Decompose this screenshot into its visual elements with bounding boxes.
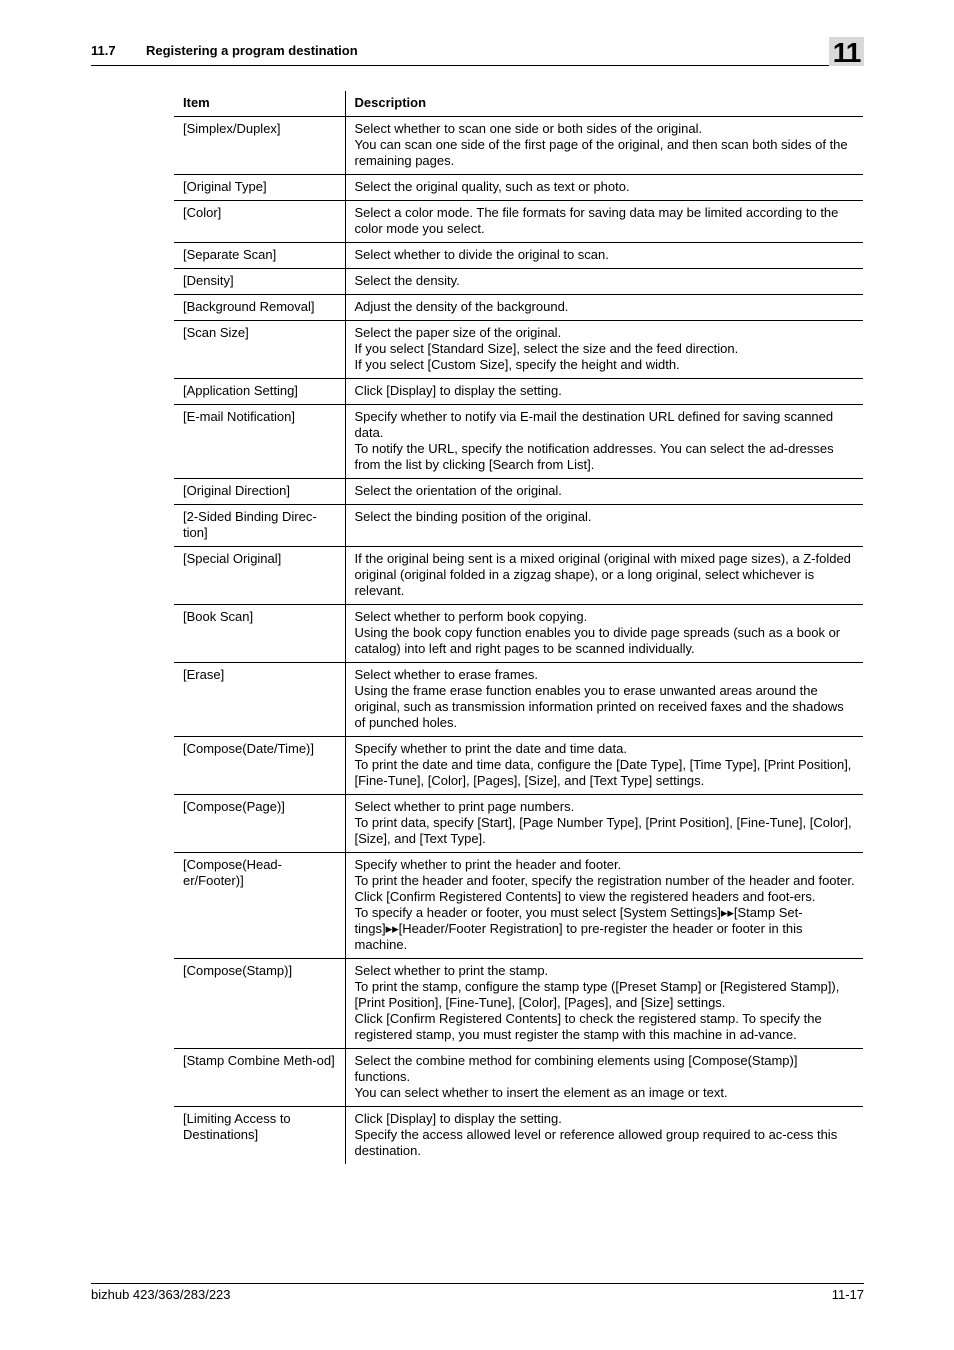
description-line: To print the stamp, configure the stamp type ([Preset Stamp] or [Registered Stamp]), [Print Position], [Fine-Tune], [Color], [Pages], and [Size] settings. <box>354 979 840 1010</box>
table-row <box>174 295 863 321</box>
description-cell <box>345 321 863 379</box>
item-cell: [2-Sided Binding Direc-tion] <box>174 505 345 547</box>
item-cell: [Book Scan] <box>174 605 345 663</box>
page-header <box>91 40 864 66</box>
description-line: If you select [Standard Size], select the size and the feed direction. <box>354 341 739 356</box>
description-line: To print data, specify [Start], [Page Number Type], [Print Position], [Fine-Tune], [Color], [Size], and [Text Type]. <box>354 815 852 846</box>
item-cell: [Application Setting] <box>174 379 345 405</box>
description-line: Select the binding position of the original. <box>354 509 592 524</box>
description-cell <box>345 379 863 405</box>
column-header-item: Item <box>174 91 345 117</box>
footer-rule <box>91 1283 864 1284</box>
description-cell <box>345 959 863 1049</box>
chapter-number-badge: 11 <box>829 37 864 66</box>
description-cell <box>345 663 863 737</box>
item-cell: [Color] <box>174 201 345 243</box>
table-row <box>174 605 863 663</box>
description-line: Select whether to perform book copying. <box>354 609 588 624</box>
item-cell: [E-mail Notification] <box>174 405 345 479</box>
description-line: Select the density. <box>354 273 460 288</box>
description-cell <box>345 853 863 959</box>
description-cell <box>345 1049 863 1107</box>
header-rule <box>91 65 864 66</box>
description-line: You can scan one side of the first page of the original, and then scan both sides of the remaining pages. <box>354 137 848 168</box>
item-cell: [Simplex/Duplex] <box>174 117 345 175</box>
table-row <box>174 663 863 737</box>
description-cell <box>345 175 863 201</box>
table-row <box>174 795 863 853</box>
settings-table <box>174 91 863 1164</box>
item-cell: [Compose(Head-er/Footer)] <box>174 853 345 959</box>
table-row <box>174 737 863 795</box>
table-row <box>174 1049 863 1107</box>
description-cell <box>345 243 863 269</box>
item-cell: [Limiting Access to Destinations] <box>174 1107 345 1165</box>
description-line: To print the date and time data, configure the [Date Type], [Time Type], [Print Position], [Fine-Tune], [Color], [Pages], [Size], and [Text Type] settings. <box>354 757 852 788</box>
item-cell: [Original Direction] <box>174 479 345 505</box>
description-cell <box>345 547 863 605</box>
description-line: Using the book copy function enables you to divide page spreads (such as a book or catalog) into left and right pages to be scanned individually. <box>354 625 841 656</box>
table-row <box>174 959 863 1049</box>
description-line: If the original being sent is a mixed original (original with mixed page sizes), a Z-folded original (original folded in a zigzag shape), or a long original, select whichever is relevant. <box>354 551 851 598</box>
description-cell <box>345 479 863 505</box>
description-cell <box>345 605 863 663</box>
table-body <box>174 117 863 1165</box>
item-cell: [Original Type] <box>174 175 345 201</box>
table-row <box>174 505 863 547</box>
description-line: To specify a header or footer, you must select [System Settings]▸▸[Stamp Set-tings]▸▸[Header/Footer Registration] to pre-register the header or footer in this machine. <box>354 905 803 952</box>
description-line: Select whether to print page numbers. <box>354 799 575 814</box>
column-header-description: Description <box>345 91 863 117</box>
description-line: Select a color mode. The file formats for saving data may be limited according to the color mode you select. <box>354 205 839 236</box>
description-line: Select the combine method for combining elements using [Compose(Stamp)] functions. <box>354 1053 798 1084</box>
description-cell <box>345 737 863 795</box>
description-line: Specify whether to notify via E-mail the destination URL defined for saving scanned data. <box>354 409 834 440</box>
table-row <box>174 269 863 295</box>
table-row <box>174 1107 863 1165</box>
description-line: Select whether to divide the original to scan. <box>354 247 609 262</box>
item-cell: [Density] <box>174 269 345 295</box>
description-line: Select whether to erase frames. <box>354 667 539 682</box>
description-line: Select the original quality, such as text or photo. <box>354 179 630 194</box>
description-line: Specify the access allowed level or reference allowed group required to ac-cess this destination. <box>354 1127 838 1158</box>
description-cell <box>345 269 863 295</box>
table-row <box>174 379 863 405</box>
description-line: Adjust the density of the background. <box>354 299 569 314</box>
table-row <box>174 321 863 379</box>
page-number: 11-17 <box>831 1287 864 1302</box>
table-row <box>174 175 863 201</box>
description-line: Select the paper size of the original. <box>354 325 562 340</box>
description-line: Click [Confirm Registered Contents] to check the registered stamp. To specify the registered stamp, you must register the stamp with this machine in ad-vance. <box>354 1011 822 1042</box>
description-line: To print the header and footer, specify the registration number of the header and footer. <box>354 873 855 888</box>
table-row <box>174 243 863 269</box>
item-cell: [Separate Scan] <box>174 243 345 269</box>
table-row <box>174 201 863 243</box>
table-row <box>174 479 863 505</box>
description-cell <box>345 117 863 175</box>
description-cell <box>345 201 863 243</box>
table-row <box>174 117 863 175</box>
description-line: Click [Display] to display the setting. <box>354 1111 562 1126</box>
description-line: Click [Confirm Registered Contents] to view the registered headers and foot-ers. <box>354 889 816 904</box>
item-cell: [Compose(Date/Time)] <box>174 737 345 795</box>
model-name: bizhub 423/363/283/223 <box>91 1287 231 1302</box>
item-cell: [Scan Size] <box>174 321 345 379</box>
item-cell: [Special Original] <box>174 547 345 605</box>
table-row <box>174 547 863 605</box>
description-cell <box>345 405 863 479</box>
table-header-row <box>174 91 863 117</box>
description-cell <box>345 1107 863 1165</box>
description-line: Click [Display] to display the setting. <box>354 383 562 398</box>
table-row <box>174 405 863 479</box>
table-row <box>174 853 863 959</box>
item-cell: [Compose(Stamp)] <box>174 959 345 1049</box>
item-cell: [Stamp Combine Meth-od] <box>174 1049 345 1107</box>
description-cell <box>345 795 863 853</box>
description-line: If you select [Custom Size], specify the height and width. <box>354 357 680 372</box>
section-number: 11.7 <box>91 43 116 58</box>
item-cell: [Background Removal] <box>174 295 345 321</box>
item-cell: [Compose(Page)] <box>174 795 345 853</box>
description-line: Specify whether to print the header and footer. <box>354 857 622 872</box>
description-line: Select whether to print the stamp. <box>354 963 549 978</box>
item-cell: [Erase] <box>174 663 345 737</box>
description-line: You can select whether to insert the element as an image or text. <box>354 1085 728 1100</box>
description-cell <box>345 295 863 321</box>
description-line: Select the orientation of the original. <box>354 483 562 498</box>
description-line: Specify whether to print the date and time data. <box>354 741 627 756</box>
description-line: Select whether to scan one side or both sides of the original. <box>354 121 703 136</box>
description-cell <box>345 505 863 547</box>
description-line: To notify the URL, specify the notification addresses. You can select the ad-dresses from the list by clicking [Search from List]. <box>354 441 834 472</box>
description-line: Using the frame erase function enables you to erase unwanted areas around the original, such as transmission information printed on received faxes and the shadows of punched holes. <box>354 683 844 730</box>
section-title: Registering a program destination <box>146 43 358 58</box>
